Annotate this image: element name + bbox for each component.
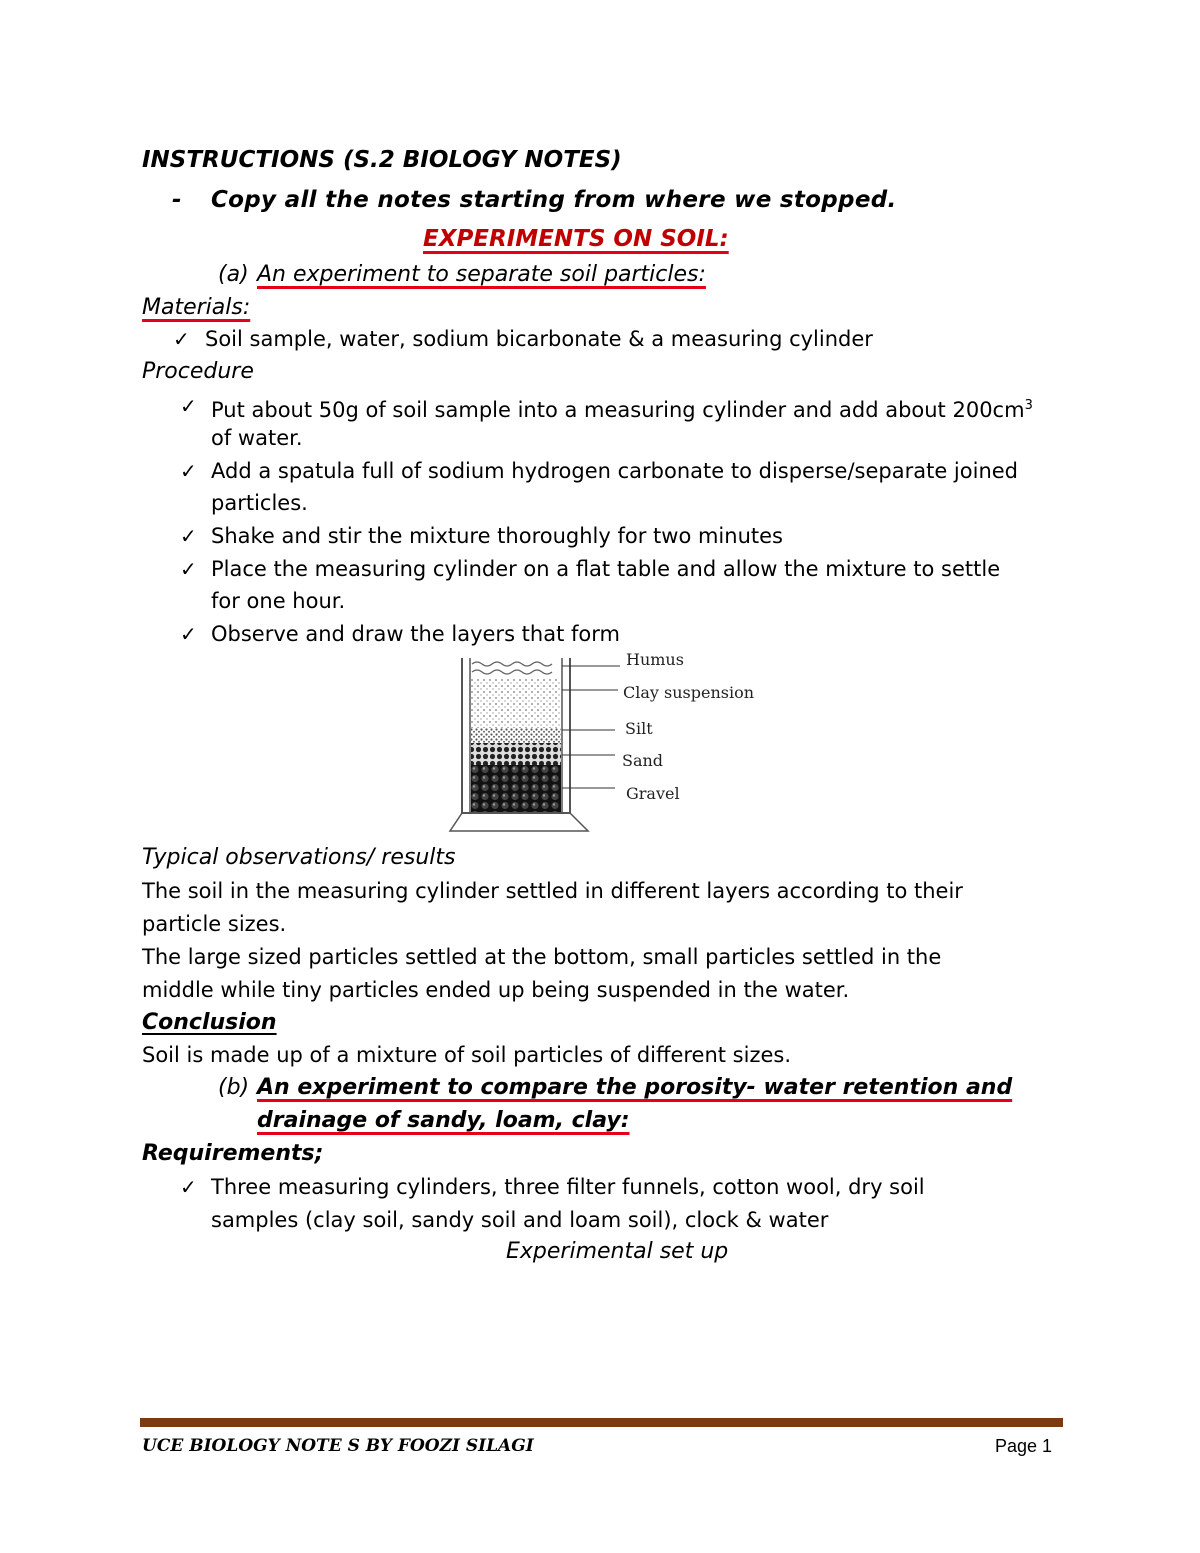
label-humus: Humus (626, 650, 684, 669)
setup-caption: Experimental set up (506, 1239, 729, 1264)
observations-heading: Typical observations/ results (142, 845, 456, 870)
experiment-b-title-line-1: An experiment to compare the porosity- water retention and (257, 1075, 1013, 1100)
procedure-step-1-cont: of water. (211, 426, 303, 450)
observation-line-3: The large sized particles settled at the bottom, small particles settled in the (142, 945, 942, 969)
procedure-step-2-cont: particles. (211, 491, 308, 515)
soil-layers-diagram (440, 648, 780, 838)
check-icon: ✓ (180, 394, 197, 418)
experiment-a-marker: (a) (218, 262, 249, 287)
experiment-a-title: An experiment to separate soil particles: (257, 262, 706, 287)
section-title: EXPERIMENTS ON SOIL: (423, 226, 729, 252)
footer-divider (140, 1418, 1063, 1427)
check-icon: ✓ (180, 557, 197, 581)
check-icon: ✓ (180, 524, 197, 548)
procedure-step-3: Shake and stir the mixture thoroughly for two minutes (211, 524, 783, 548)
footer-author: UCE BIOLOGY NOTE S BY FOOZI SILAGI (142, 1436, 534, 1456)
requirements-line-2: samples (clay soil, sandy soil and loam soil), clock & water (211, 1208, 829, 1232)
label-gravel: Gravel (626, 784, 680, 803)
materials-heading: Materials: (142, 295, 251, 320)
label-sand: Sand (622, 751, 664, 770)
conclusion-heading: Conclusion (142, 1010, 277, 1035)
procedure-step-5: Observe and draw the layers that form (211, 622, 620, 646)
label-silt: Silt (625, 719, 653, 738)
procedure-step-2: Add a spatula full of sodium hydrogen carbonate to disperse/separate joined (211, 459, 1019, 483)
procedure-heading: Procedure (142, 359, 254, 384)
instruction-line: Copy all the notes starting from where we stopped. (211, 187, 897, 213)
materials-item: Soil sample, water, sodium bicarbonate & a measuring cylinder (205, 327, 873, 351)
check-icon: ✓ (180, 622, 197, 646)
procedure-step-4: Place the measuring cylinder on a flat table and allow the mixture to settle (211, 557, 1001, 581)
dash-bullet: - (172, 187, 182, 213)
label-clay-suspension: Clay suspension (623, 683, 755, 702)
check-icon: ✓ (173, 327, 190, 351)
requirements-line-1: Three measuring cylinders, three filter funnels, cotton wool, dry soil (211, 1175, 925, 1199)
experiment-b-title-line-2: drainage of sandy, loam, clay: (257, 1108, 630, 1133)
conclusion-text: Soil is made up of a mixture of soil particles of different sizes. (142, 1043, 792, 1067)
page-number: Page 1 (995, 1436, 1053, 1456)
observation-line-4: middle while tiny particles ended up being suspended in the water. (142, 978, 850, 1002)
instructions-title: INSTRUCTIONS (S.2 BIOLOGY NOTES) (142, 147, 622, 173)
observation-line-2: particle sizes. (142, 912, 287, 936)
observation-line-1: The soil in the measuring cylinder settled in different layers according to their (142, 879, 963, 903)
procedure-step-4-cont: for one hour. (211, 589, 346, 613)
experiment-b-marker: (b) (218, 1075, 250, 1100)
check-icon: ✓ (180, 459, 197, 483)
requirements-heading: Requirements; (142, 1141, 324, 1166)
procedure-step-1: Put about 50g of soil sample into a measuring cylinder and add about $200cm^3$ (211, 398, 1033, 422)
check-icon: ✓ (180, 1175, 197, 1199)
